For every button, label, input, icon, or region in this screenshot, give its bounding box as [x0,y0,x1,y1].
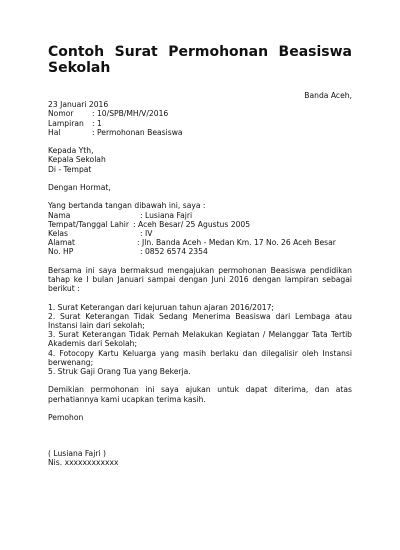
field-label: No. HP [48,247,74,257]
letter-body [48,91,352,468]
letter-date: 23 Januari 2016 [48,100,109,110]
title-word: Permohonan [168,44,269,60]
title-line-1 [48,44,352,60]
field-label: Tempat/Tanggal Lahir [48,219,130,229]
title-line-2: Sekolah [48,60,111,76]
recipient-line: Di - Tempat [48,164,92,174]
body-paragraph: Bersama ini saya bermaksud mengajukan permohonan Beasiswa pendidikan tahap ke I bulan Januari sampai dengan Juni 2016 dengan lampiran sebagai berikut : [48,265,352,294]
field-value: : 0852 6574 2354 [140,247,208,257]
attachment-item: 3. Surat Keterangan Tidak Pernah Melakukan Kegiatan / Melanggar Tata Tertib Akademis dari Sekolah; [48,330,352,349]
field-value: : Jln. Banda Aceh - Medan Km. 17 No. 26 Aceh Besar [137,238,336,248]
signer-name: ( Lusiana Fajri ) [48,449,106,459]
hal-row [48,128,352,137]
field-value: : Lusiana Fajri [140,210,193,220]
field-label: Kelas [48,229,68,238]
field-row [48,238,352,247]
closing-paragraph: Demikian permohonan ini saya ajukan untuk dapat diterima, dan atas perhatiannya kami ucapkan terima kasih. [48,385,352,404]
signer-nis: Nis. xxxxxxxxxxxx [48,458,119,468]
nomor-label: Nomor [48,109,74,119]
hal-label: Hal [48,127,61,137]
nomor-value: : 10/SPB/MH/V/2016 [92,109,169,119]
attachment-item: 1. Surat Keterangan dari kejuruan tahun ajaran 2016/2017; [48,302,274,312]
letter-place: Banda Aceh, [304,91,352,100]
recipient-line: Kepala Sekolah [48,155,106,165]
document-title [48,44,352,76]
intro-line: Yang bertanda tangan dibawah ini, saya : [48,201,206,211]
field-row [48,229,352,238]
lampiran-label: Lampiran [48,118,84,128]
title-word: Contoh [48,44,105,60]
signoff: Pemohon [48,413,84,422]
field-label: Alamat [48,238,75,248]
title-word: Surat [114,44,158,60]
attachment-item: 5. Struk Gaji Orang Tua yang Bekerja. [48,367,191,377]
field-row [48,247,352,256]
title-word: Beasiswa [278,44,352,60]
greeting: Dengan Hormat, [48,183,111,192]
attachment-item: 2. Surat Keterangan Tidak Sedang Menerima Beasiswa dari Lembaga atau Instansi lain dari sekolah; [48,311,352,330]
field-row [48,211,352,220]
field-value: : IV [140,229,153,238]
field-value: : Aceh Besar/ 25 Agustus 2005 [133,219,251,229]
attachment-list [48,303,352,377]
field-label: Nama [48,210,71,220]
lampiran-value: : 1 [92,118,102,128]
recipient-line: Kepada Yth, [48,146,94,156]
attachment-item: 4. Fotocopy Kartu Keluarga yang masih berlaku dan dilegalisir oleh Instansi berwenang; [48,348,352,367]
hal-value: : Permohonan Beasiswa [92,127,183,137]
nomor-row [48,109,352,118]
field-row [48,220,352,229]
letter-page [48,44,352,468]
lampiran-row [48,119,352,128]
